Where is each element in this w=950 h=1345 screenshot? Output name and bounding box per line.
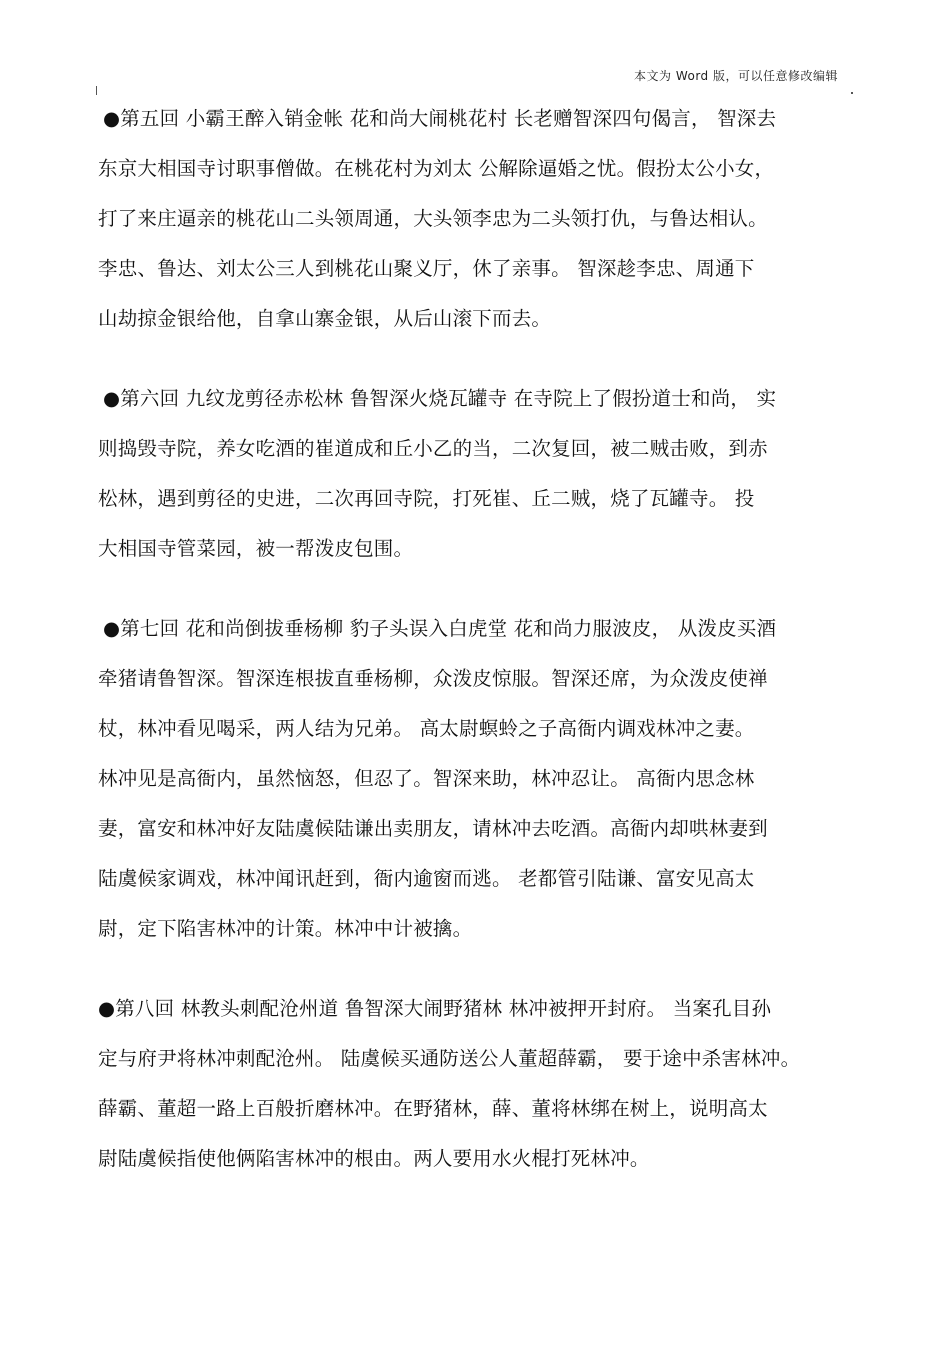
paragraph-chapter-7 [0, 604, 950, 954]
document-body [0, 94, 950, 1214]
paragraph-chapter-8 [0, 984, 950, 1184]
text-line: 林冲见是高衙内，虽然恼怒，但忍了。智深来助，林冲忍让。 高衙内思念林 [98, 767, 755, 790]
paragraph-chapter-6 [0, 374, 950, 574]
text-line: ●第六回 九纹龙剪径赤松林 鲁智深火烧瓦罐寺 在寺院上了假扮道士和尚， 实 [103, 387, 777, 410]
text-line: 大相国寺管菜园，被一帮泼皮包围。 [98, 537, 414, 560]
text-line: 东京大相国寺讨职事僧做。在桃花村为刘太 公解除逼婚之忧。假扮太公小女， [98, 157, 775, 180]
text-line: ●第七回 花和尚倒拔垂杨柳 豹子头误入白虎堂 花和尚力服波皮， 从泼皮买酒 [103, 617, 777, 640]
paragraph-chapter-5 [0, 94, 950, 344]
header-note: 本文为 Word 版，可以任意修改编辑 [634, 69, 838, 83]
text-line: 尉陆虞候指使他俩陷害林冲的根由。两人要用水火棍打死林冲。 [98, 1147, 650, 1170]
text-line: 薛霸、董超一路上百般折磨林冲。在野猪林，薛、董将林绑在树上，说明高太 [98, 1097, 768, 1120]
text-line: 杖，林冲看见喝采，两人结为兄弟。 高太尉螟蛉之子高衙内调戏林冲之妻。 [98, 717, 755, 740]
text-line: 陆虞候家调戏，林冲闻讯赶到，衙内逾窗而逃。 老都管引陆谦、富安见高太 [98, 867, 755, 890]
text-line: 山劫掠金银给他，自拿山寨金银，从后山滚下而去。 [98, 307, 552, 330]
text-line: 则捣毁寺院，养女吃酒的崔道成和丘小乙的当，二次复回，被二贼击败，到赤 [98, 437, 768, 460]
text-line: ●第五回 小霸王醉入销金帐 花和尚大闹桃花村 长老赠智深四句偈言， 智深去 [103, 107, 777, 130]
text-line: 妻，富安和林冲好友陆虞候陆谦出卖朋友，请林冲去吃酒。高衙内却哄林妻到 [98, 817, 768, 840]
text-line: 定与府尹将林冲刺配沧州。 陆虞候买通防送公人董超薛霸， 要于途中杀害林冲。 [98, 1047, 801, 1070]
text-line: 尉，定下陷害林冲的计策。林冲中计被擒。 [98, 917, 473, 940]
text-line: 打了来庄逼亲的桃花山二头领周通，大头领李忠为二头领打仇，与鲁达相认。 [98, 207, 768, 230]
text-line: 牵猪请鲁智深。智深连根拔直垂杨柳，众泼皮惊服。智深还席，为众泼皮使禅 [98, 667, 768, 690]
text-line: ●第八回 林教头刺配沧州道 鲁智深大闹野猪林 林冲被押开封府。 当案孔目孙 [98, 997, 772, 1020]
text-line: 松林，遇到剪径的史进，二次再回寺院，打死崔、丘二贼，烧了瓦罐寺。 投 [98, 487, 755, 510]
text-line: 李忠、鲁达、刘太公三人到桃花山聚义厅，休了亲事。 智深趁李忠、周通下 [98, 257, 755, 280]
